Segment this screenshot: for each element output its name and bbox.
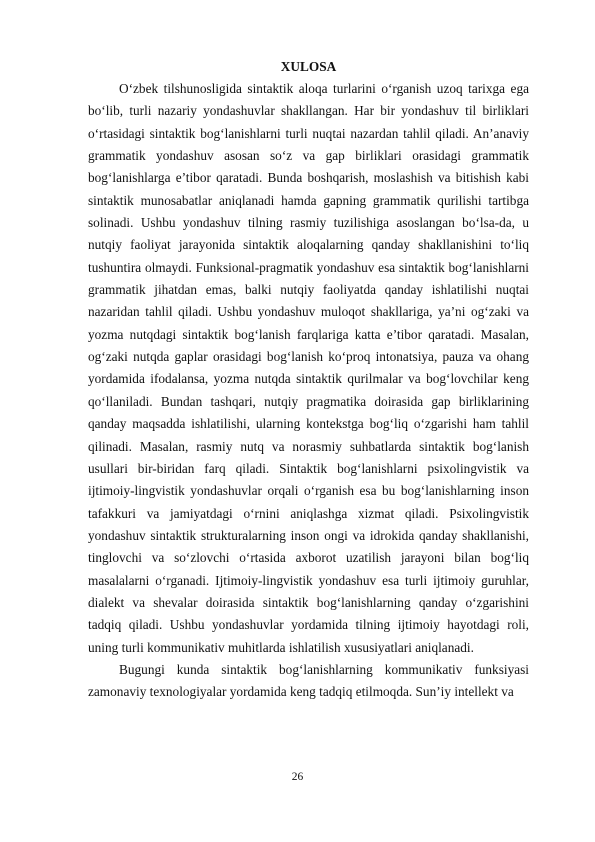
body-paragraph: Bugungi kunda sintaktik bog‘lanishlarning kommunikativ funksiyasi zamonaviy texnologiyalar yordamida keng tadqiq etilmoqda. Sun’iy intellekt va (88, 661, 529, 700)
document-title: XULOSA (280, 59, 337, 74)
document-page (88, 56, 529, 704)
page-number: 26 (291, 771, 304, 783)
body-paragraph: O‘zbek tilshunosligida sintaktik aloqa turlarini o‘rganish uzoq tarixga ega bo‘lib, turli nazariy yondashuvlar shakllangan. Har bir yondashuv til birliklari o‘rtasidagi sintaktik bog‘lanishlarni turli nuqtai nazardan tahlil qiladi. An’anaviy grammatik yondashuv asosan so‘z va gap birliklari orasidagi grammatik bog‘lanishlarga e’tibor qaratadi. Bunda boshqarish, moslashish va bitishish kabi sintaktik munosabatlar aniqlanadi hamda gapning grammatik qurilishi tartibga solinadi. Ushbu yondashuv tilning rasmiy tuzilishiga asoslangan bo‘lsa-da, u nutqiy faoliyat jarayonida sintaktik aloqalarning qanday shakllanishini to‘liq tushuntira olmaydi. Funksional-pragmatik yondashuv esa sintaktik bog‘lanishlarni grammatik jihatdan emas, balki nutqiy faoliyatda qanday ishlatilishi nuqtai nazaridan tahlil qiladi. Ushbu yondashuv muloqot shakllariga, ya’ni og‘zaki va yozma nutqdagi sintaktik bog‘lanish farqlariga katta e’tibor qaratadi. Masalan, og‘zaki nutqda gaplar orasidagi bog‘lanish ko‘proq intonatsiya, pauza va ohang yordamida ifodalansa, yozma nutqda sintaktik qurilmalar va bog‘lovchilar keng qo‘llaniladi. Bundan tashqari, nutqiy pragmatika doirasida gap birliklarining qanday maqsadda ishlatilishi, ularning kontekstga bog‘liq o‘zgarishi ham tahlil qilinadi. Masalan, rasmiy nutq va norasmiy suhbatlarda sintaktik bog‘lanish usullari bir-biridan farq qiladi. Sintaktik bog‘lanishlarni psixolingvistik va ijtimoiy-lingvistik yondashuvlar orqali o‘rganish esa bu bog‘lanishlarning inson tafakkuri va jamiyatdagi o‘rnini aniqlashga xizmat qiladi. Psixolingvistik yondashuv sintaktik strukturalarning inson ongi va idrokida qanday shakllanishi, tinglovchi va so‘zlovchi o‘rtasida axborot uzatilish jarayoni bilan bog‘liq masalalarni o‘rganadi. Ijtimoiy-lingvistik yondashuv esa turli ijtimoiy guruhlar, dialekt va shevalar doirasida sintaktik bog‘lanishlarning qanday o‘zgarishini tadqiq qiladi. Ushbu yondashuvlar yordamida tilning ijtimoiy hayotdagi roli, uning turli kommunikativ muhitlarda ishlatilish xususiyatlari aniqlanadi. (88, 81, 529, 655)
